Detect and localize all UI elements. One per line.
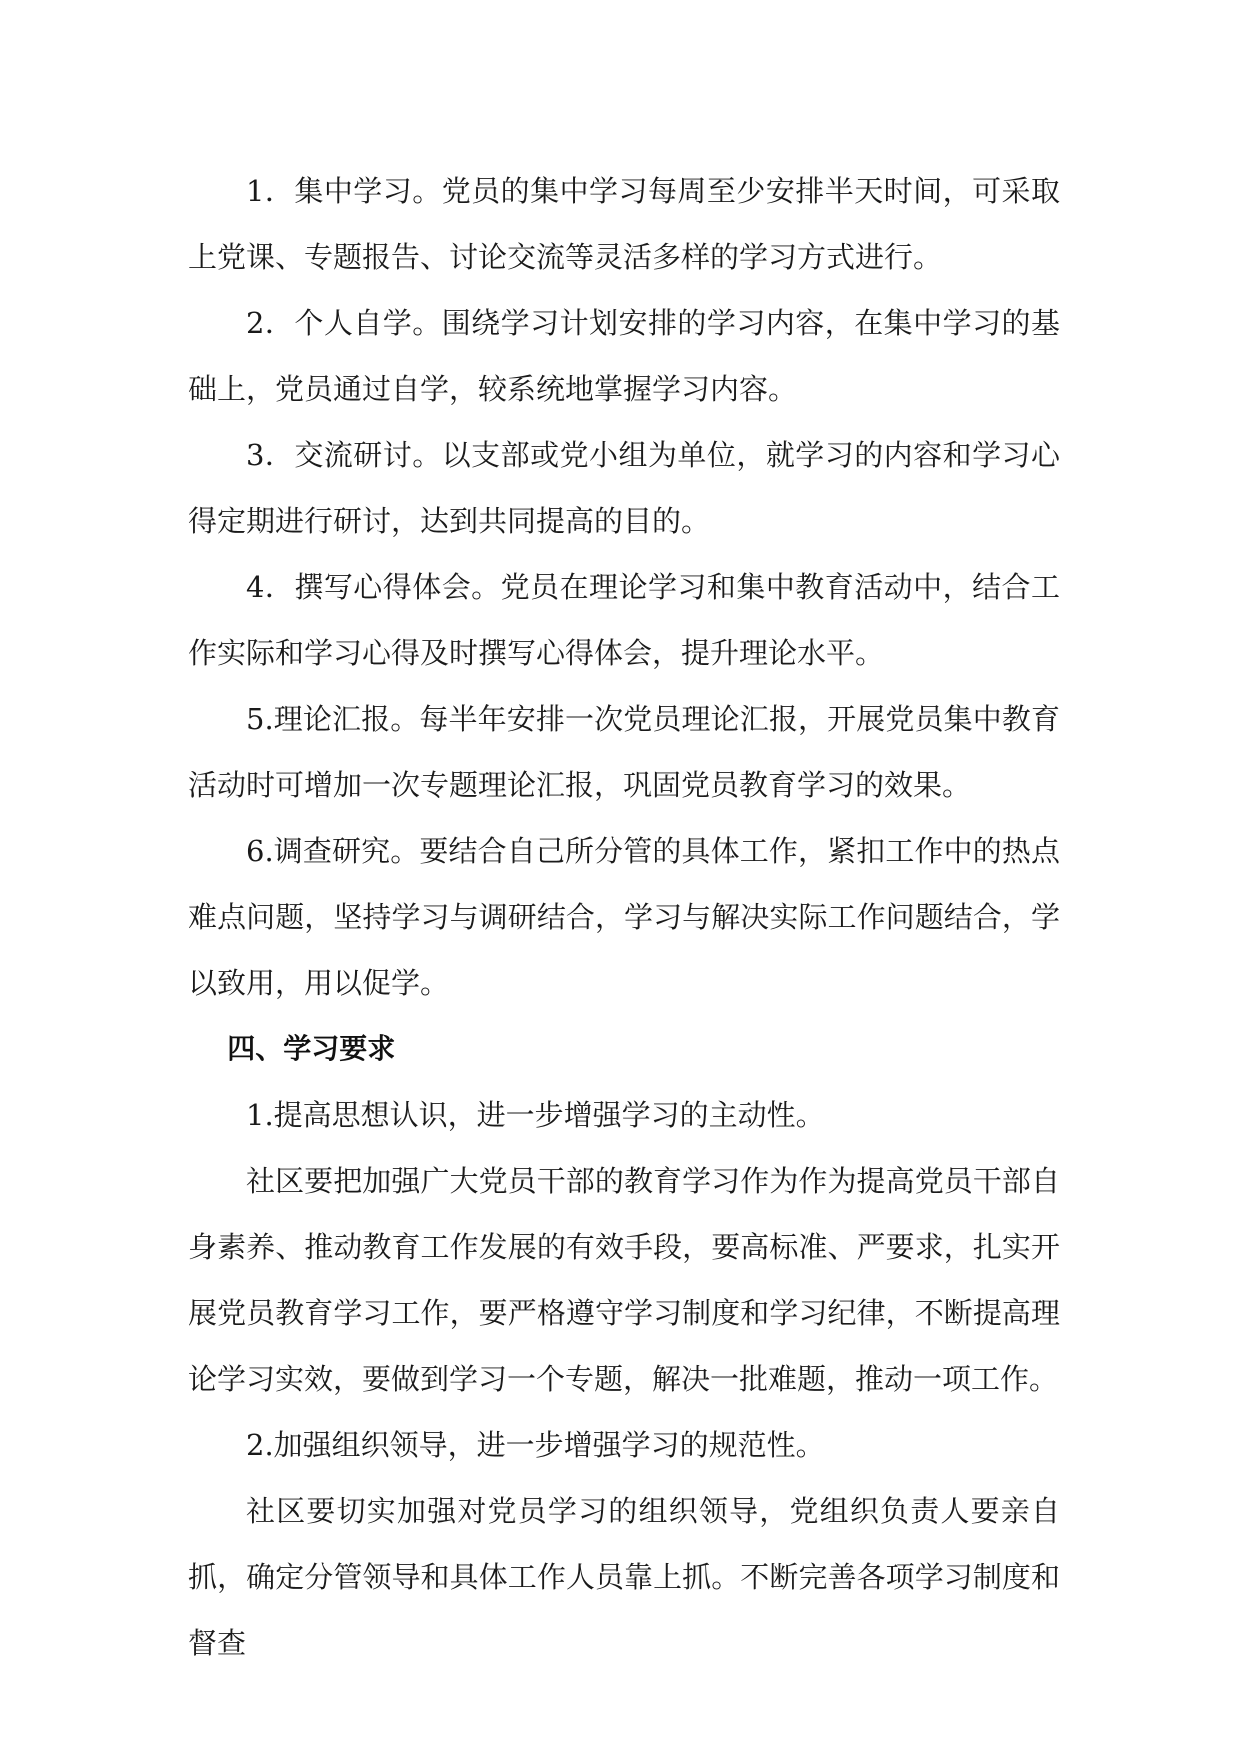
paragraph-investigation-research: 6.调查研究。要结合自己所分管的具体工作，紧扣工作中的热点难点问题，坚持学习与调研结合，学习与解决实际工作问题结合，学以致用，用以促学。: [188, 834, 1060, 1000]
requirement-body-2: 社区要切实加强对党员学习的组织领导，党组织负责人要亲自抓，确定分管领导和具体工作人员靠上抓。不断完善各项学习制度和督查: [188, 1494, 1060, 1660]
paragraph-exchange-discussion: 3．交流研讨。以支部或党小组为单位，就学习的内容和学习心得定期进行研讨，达到共同提高的目的。: [188, 438, 1060, 538]
requirement-body-1: 社区要把加强广大党员干部的教育学习作为作为提高党员干部自身素养、推动教育工作发展的有效手段，要高标准、严要求，扎实开展党员教育学习工作，要严格遵守学习制度和学习纪律，不断提高理论学习实效，要做到学习一个专题，解决一批难题，推动一项工作。: [188, 1164, 1060, 1396]
paragraph-writing-reflections: 4．撰写心得体会。党员在理论学习和集中教育活动中，结合工作实际和学习心得及时撰写心得体会，提升理论水平。: [188, 570, 1060, 670]
document-body: [188, 158, 1060, 1676]
paragraph-centralized-study: 1．集中学习。党员的集中学习每周至少安排半天时间，可采取上党课、专题报告、讨论交流等灵活多样的学习方式进行。: [188, 174, 1060, 274]
paragraph-self-study: 2．个人自学。围绕学习计划安排的学习内容，在集中学习的基础上，党员通过自学，较系统地掌握学习内容。: [188, 306, 1060, 406]
paragraph-theory-report: 5.理论汇报。每半年安排一次党员理论汇报，开展党员集中教育活动时可增加一次专题理论汇报，巩固党员教育学习的效果。: [188, 702, 1060, 802]
section-heading-study-requirements: 四、学习要求: [227, 1032, 396, 1065]
requirement-title-2: 2.加强组织领导，进一步增强学习的规范性。: [246, 1428, 825, 1462]
requirement-title-1: 1.提高思想认识，进一步增强学习的主动性。: [246, 1098, 825, 1132]
